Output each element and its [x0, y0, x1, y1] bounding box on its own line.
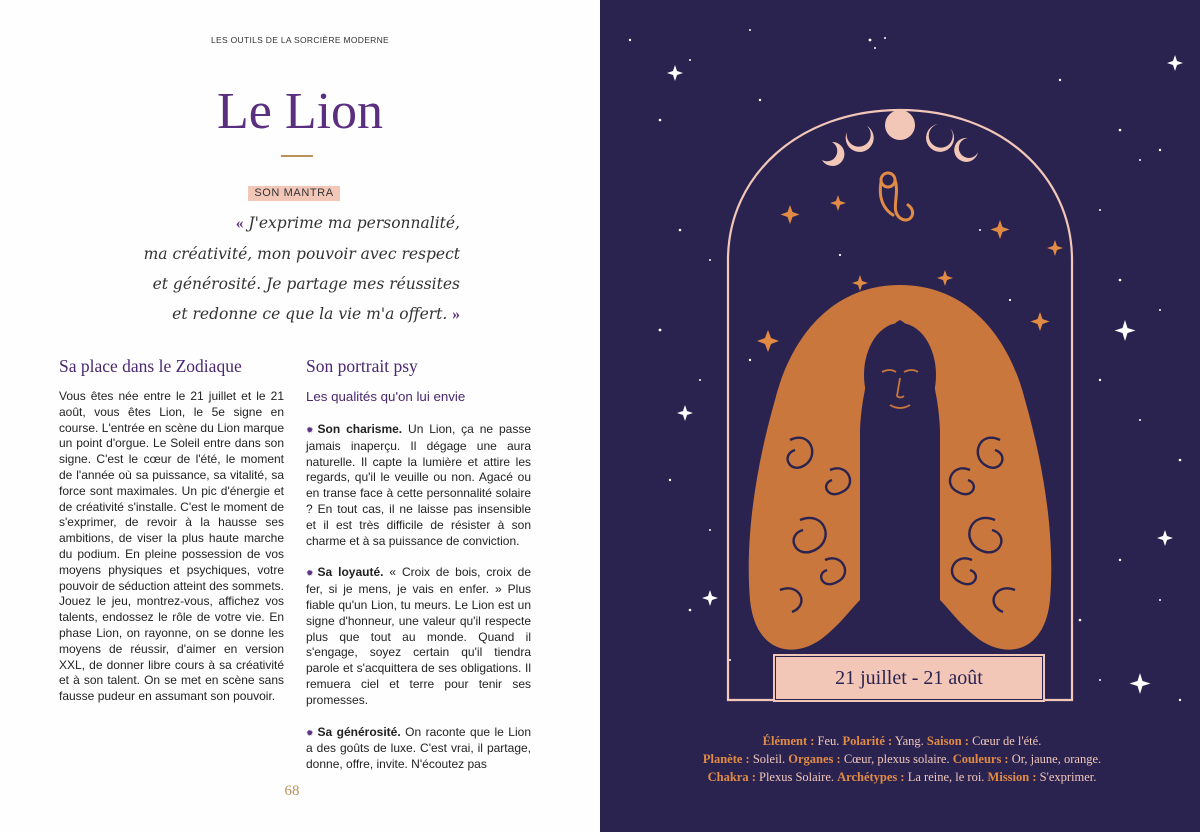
page-number: 68	[284, 783, 300, 799]
info-line	[660, 768, 1144, 786]
info-key: Couleurs :	[952, 752, 1009, 766]
running-head: LES OUTILS DE LA SORCIÈRE MODERNE	[210, 35, 390, 45]
info-value: Cœur, plexus solaire.	[840, 752, 953, 766]
info-value: La reine, le roi.	[904, 770, 988, 784]
quote-line: et redonne ce que la vie m'a offert.	[172, 305, 448, 323]
bullet-star-icon: ✹	[306, 727, 314, 738]
sign-info	[660, 732, 1144, 786]
quality-label: Sa générosité.	[317, 724, 401, 739]
title-divider	[281, 155, 313, 157]
quality-item	[306, 422, 531, 549]
leo-illustration	[600, 0, 1200, 832]
quality-label: Son charisme.	[317, 422, 403, 436]
info-line	[660, 732, 1144, 750]
quote-open: «	[235, 215, 244, 232]
page-title: Le Lion	[216, 83, 384, 140]
info-value: S'exprimer.	[1036, 770, 1097, 784]
quality-item	[306, 565, 531, 708]
info-key: Élément :	[762, 734, 815, 748]
info-key: Planète :	[702, 752, 750, 766]
mantra-label: SON MANTRA	[254, 187, 334, 199]
col1-heading: Sa place dans le Zodiaque	[59, 356, 242, 376]
info-value: Cœur de l'été.	[968, 734, 1042, 748]
info-line	[660, 750, 1144, 768]
dates-banner	[775, 656, 1043, 700]
quality-text: On raconte que le Lion a des goûts de luxe. C'est vrai, il partage, donne, offre, invite. N'écoutez pas	[306, 724, 531, 772]
quote-line: ma créativité, mon pouvoir avec respect	[143, 245, 460, 263]
info-key: Polarité :	[842, 734, 893, 748]
info-value: Or, jaune, orange.	[1008, 752, 1102, 766]
mantra-badge	[248, 186, 340, 201]
col2-heading: Son portrait psy	[306, 356, 418, 376]
info-key: Mission :	[987, 770, 1037, 784]
quality-text: « Croix de bois, croix de fer, si je mens, je vais en enfer. » Plus fiable qu'un Lion, tu meurs. Le Lion est un signe d'honneur, une valeur qu'il respecte plus que tout au monde. Quand il s'engage, soyez certain qu'il tiendra parole et s'acquittera de ses obligations. Il remuera ciel et terre pour tenir ses promesses.	[306, 565, 531, 707]
dates-label: 21 juillet - 21 août	[835, 667, 983, 689]
leo-glyph-icon	[880, 173, 912, 220]
info-value: Feu.	[814, 734, 843, 748]
quote-line: J'exprime ma personnalité,	[248, 214, 460, 232]
info-key: Chakra :	[707, 770, 756, 784]
info-value: Yang.	[892, 734, 927, 748]
info-value: Soleil.	[749, 752, 789, 766]
quote-line: et générosité. Je partage mes réussites	[152, 275, 460, 293]
quote-close: »	[452, 306, 460, 323]
info-key: Saison :	[926, 734, 969, 748]
col1-text: Vous êtes née entre le 21 juillet et le 21 août, vous êtes Lion, le 5e signe en course. L'entrée en scène du Lion marque un point d'orgue. Le Soleil entre dans son signe. C'est le cœur de l'été, le moment de l'année où sa puissance, sa vitalité, sa force sont maximales. Un pic d'énergie et de créativité s'installe. C'est le moment de s'exprimer, de revoir à la hausse ses ambitions, de viser la plus haute marche du podium. En pleine possession de vos moyens physiques et psychiques, votre pouvoir de séduction atteint des sommets. Jouez le jeu, montrez-vous, affichez vos talents, endossez le rôle de votre vie. En phase Lion, on rayonne, on se donne les moyens de réussir, d'aimer en version XXL, de donner libre cours à sa créativité et à son talent. On se met en scène sans fausse pudeur en assumant son pouvoir.	[59, 389, 284, 704]
moon-phases	[822, 110, 978, 166]
quality-label: Sa loyauté.	[317, 565, 384, 580]
col2-subheading: Les qualités qu'on lui envie	[306, 389, 466, 404]
info-value: Plexus Solaire.	[755, 770, 838, 784]
bullet-star-icon: ✹	[306, 425, 314, 435]
bullet-star-icon: ✹	[306, 568, 314, 579]
info-key: Organes :	[788, 752, 841, 766]
quality-text: Un Lion, ça ne passe jamais inaperçu. Il dégage une aura naturelle. Il capte la lumière et attire les regards, qu'il le veuille ou non. Agacé ou en transe face à cette personnalité solaire ? En tout cas, il ne laisse pas insensible et il est très difficile de résister à son charme et à sa puissance de conviction.	[306, 422, 532, 548]
mantra-quote	[140, 208, 460, 330]
info-key: Archétypes :	[837, 770, 905, 784]
right-page-illustration	[600, 0, 1200, 832]
woman-hair	[749, 285, 1052, 650]
quality-item	[306, 725, 531, 773]
col2-text	[306, 422, 531, 789]
